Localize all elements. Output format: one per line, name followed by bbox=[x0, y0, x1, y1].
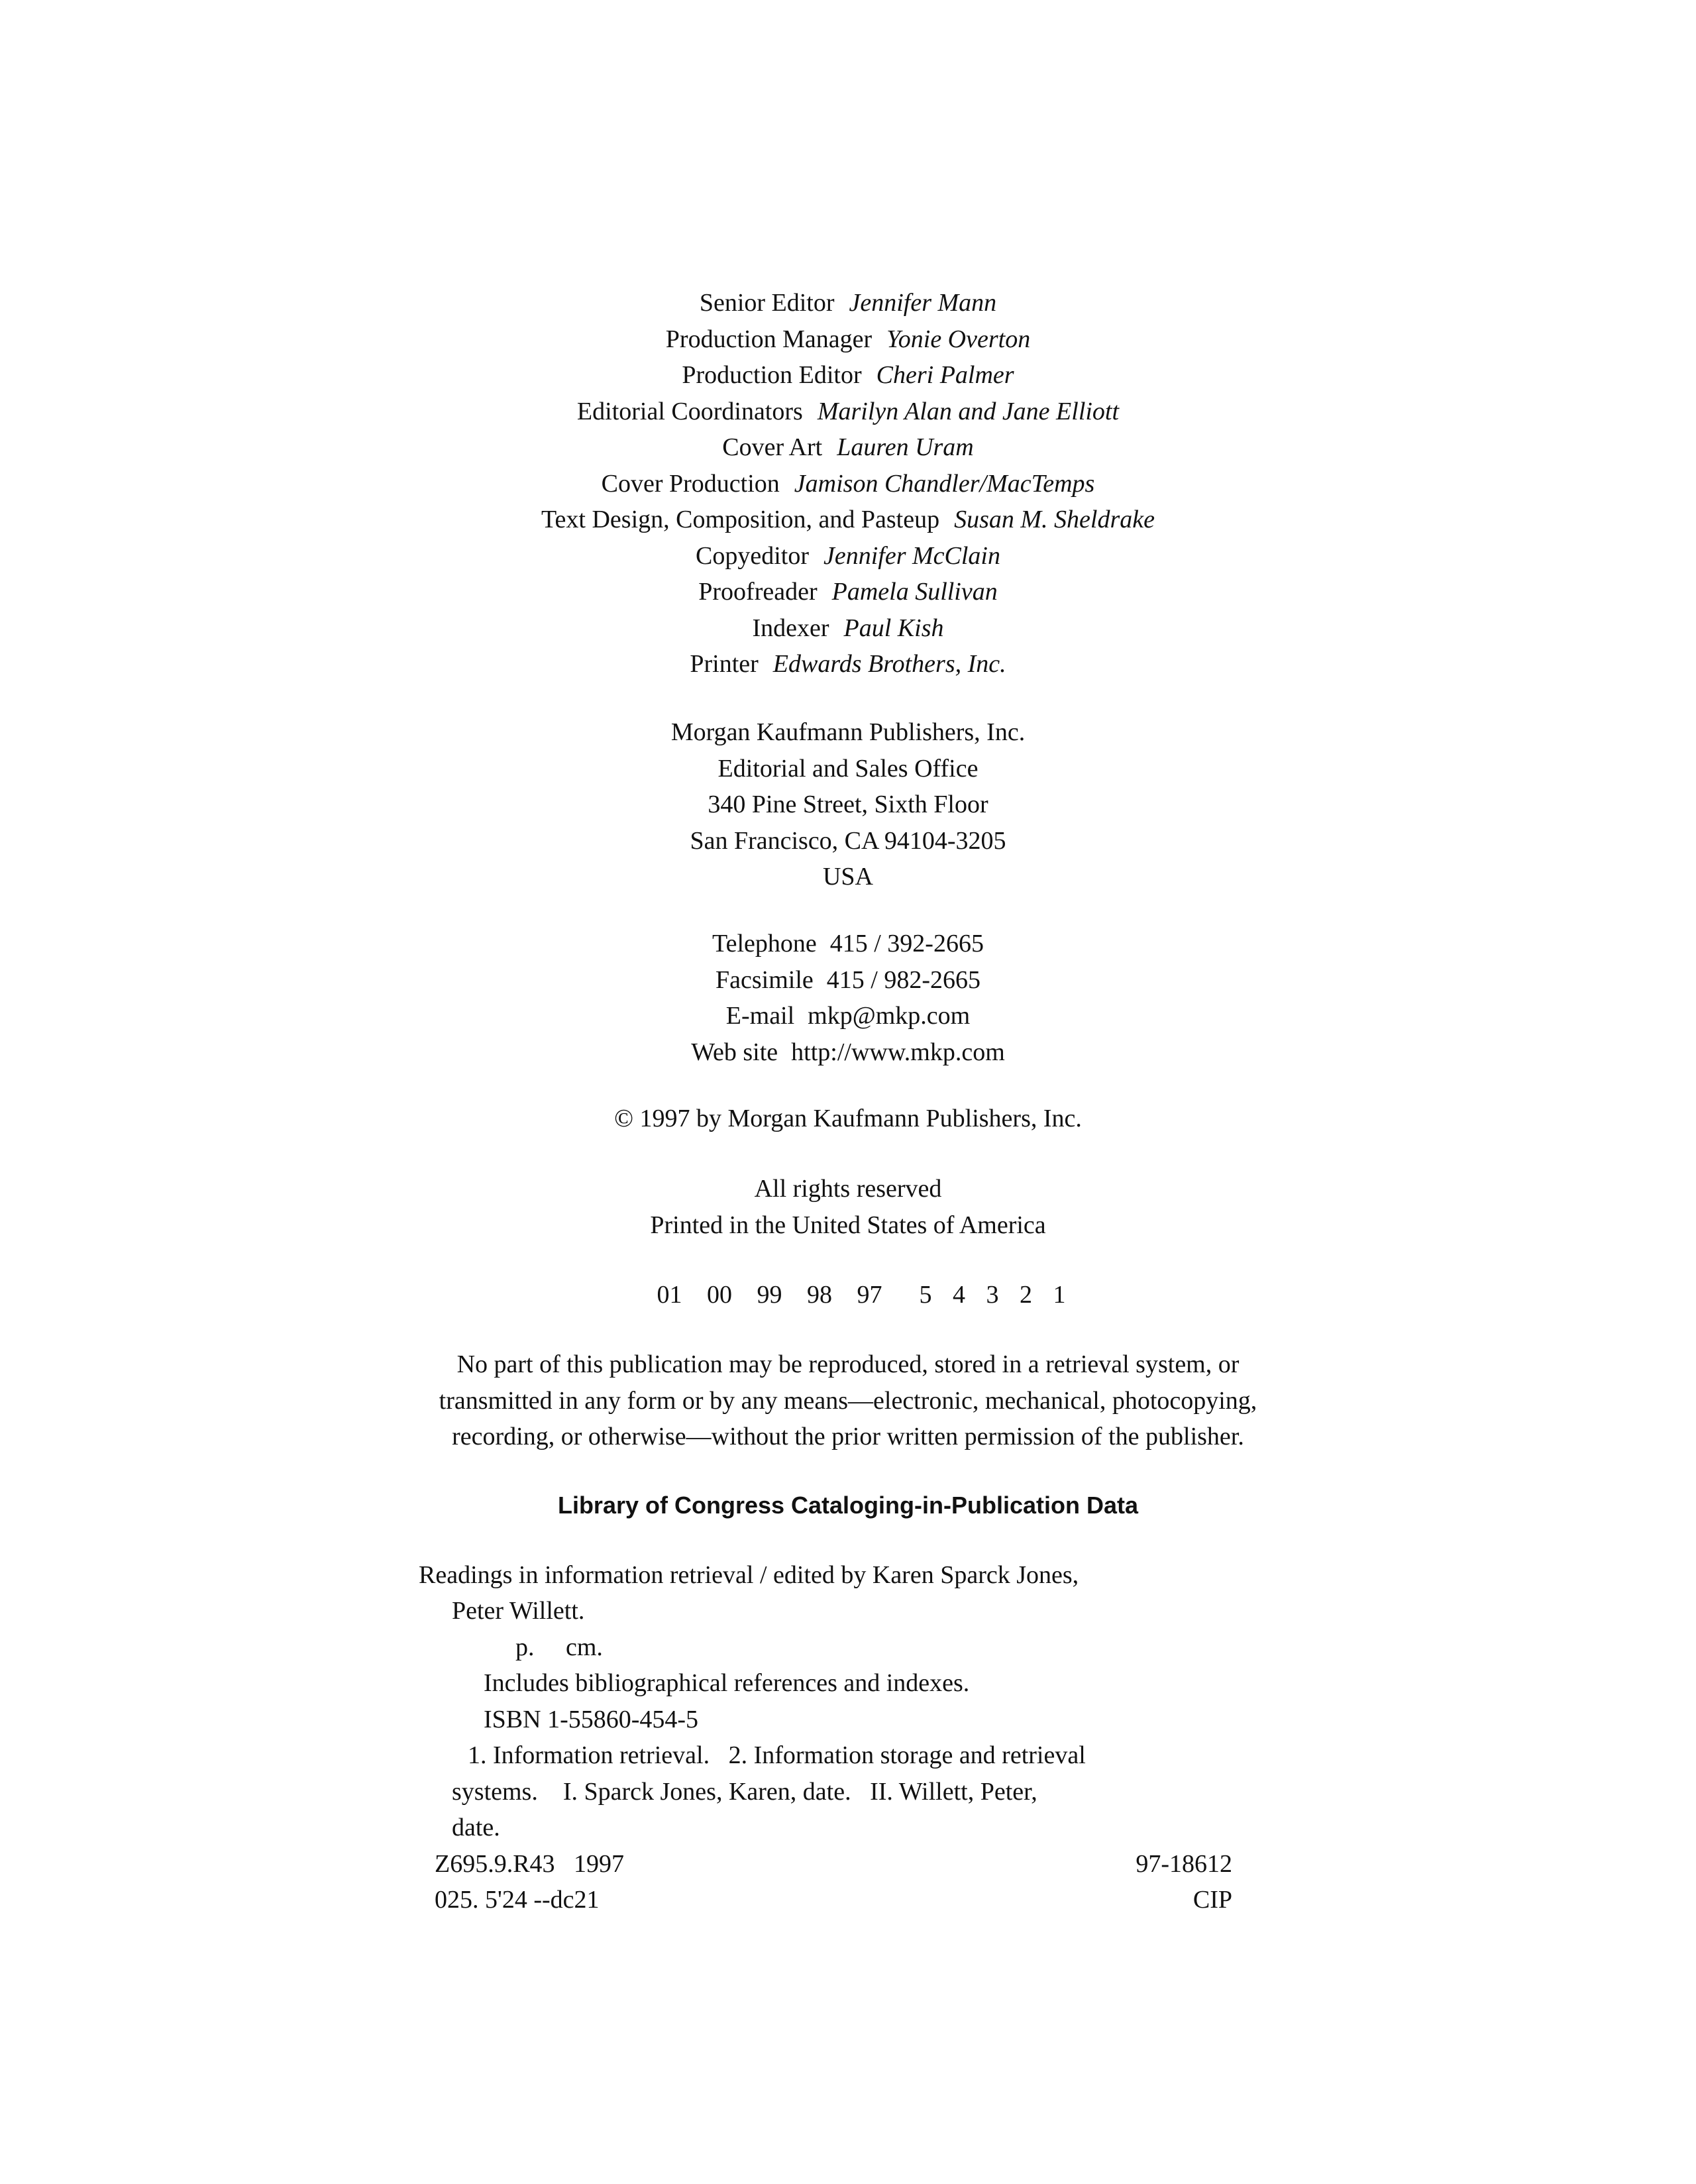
contact-label: E-mail bbox=[725, 1002, 795, 1030]
contact-value: http://www.mkp.com bbox=[791, 1038, 1005, 1066]
contact-label: Web site bbox=[691, 1038, 778, 1066]
cip-call-number: Z695.9.R43 1997 bbox=[435, 1850, 625, 1878]
contact-info bbox=[0, 926, 1696, 1070]
copyright-notice bbox=[0, 1101, 1696, 1137]
credit-name: Jennifer Mann bbox=[849, 289, 997, 317]
credit-role: Production Manager bbox=[665, 325, 873, 353]
credit-role: Editorial Coordinators bbox=[576, 397, 803, 425]
contact-value: 415 / 392-2665 bbox=[829, 930, 984, 957]
contact-website bbox=[0, 1034, 1696, 1071]
credit-role: Proofreader bbox=[698, 578, 818, 606]
credit-name: Edwards Brothers, Inc. bbox=[772, 650, 1006, 678]
contact-value: 415 / 982-2665 bbox=[826, 965, 980, 994]
credit-line bbox=[0, 466, 1696, 502]
copyright-line: © 1997 by Morgan Kaufmann Publishers, Inc. bbox=[614, 1105, 1082, 1132]
cip-title-line: Peter Willett. bbox=[452, 1597, 585, 1625]
printing-line bbox=[0, 1277, 1696, 1313]
credit-role: Cover Production bbox=[601, 469, 780, 498]
credit-line bbox=[0, 574, 1696, 610]
publisher-country: USA bbox=[822, 863, 874, 891]
credit-name: Marilyn Alan and Jane Elliott bbox=[817, 397, 1120, 425]
credit-role: Indexer bbox=[752, 614, 829, 642]
credit-role: Text Design, Composition, and Pasteup bbox=[541, 506, 940, 533]
cip-title-line: Readings in information retrieval / edited by Karen Sparck Jones, bbox=[419, 1561, 1079, 1589]
publisher-office: Editorial and Sales Office bbox=[717, 754, 979, 783]
credit-line bbox=[0, 357, 1696, 394]
credit-role: Senior Editor bbox=[699, 289, 835, 317]
credit-line bbox=[0, 285, 1696, 321]
printing-years: 01 00 99 98 97 bbox=[657, 1281, 882, 1309]
credit-line bbox=[0, 538, 1696, 574]
publisher-street: 340 Pine Street, Sixth Floor bbox=[708, 791, 988, 818]
cip-subjects-line: 1. Information retrieval. 2. Information storage and retrieval bbox=[468, 1741, 1086, 1769]
contact-facsimile bbox=[0, 962, 1696, 999]
reproduction-notice bbox=[0, 1346, 1696, 1455]
cip-isbn: ISBN 1-55860-454-5 bbox=[484, 1706, 699, 1733]
notice-line: No part of this publication may be reproduced, stored in a retrieval system, or bbox=[456, 1350, 1240, 1378]
printing-impressions: 5 4 3 2 1 bbox=[919, 1281, 1066, 1309]
publisher-address bbox=[0, 714, 1696, 895]
cip-pagination: p. cm. bbox=[515, 1633, 603, 1661]
notice-line: transmitted in any form or by any means—electronic, mechanical, photocopying, bbox=[439, 1386, 1257, 1415]
credit-name: Paul Kish bbox=[843, 614, 944, 642]
notice-line: recording, or otherwise—without the prior written permission of the publisher. bbox=[452, 1423, 1244, 1450]
credit-line bbox=[0, 610, 1696, 647]
credit-line bbox=[0, 394, 1696, 430]
credit-line bbox=[0, 646, 1696, 682]
cip-heading: Library of Congress Cataloging-in-Publication Data bbox=[557, 1492, 1139, 1519]
publisher-city: San Francisco, CA 94104-3205 bbox=[690, 826, 1006, 855]
contact-value: mkp@mkp.com bbox=[808, 1002, 971, 1030]
contact-label: Facsimile bbox=[716, 965, 814, 994]
cip-dewey: 025. 5'24 --dc21 bbox=[435, 1886, 600, 1914]
rights-reserved: All rights reserved bbox=[754, 1175, 942, 1203]
cip-label: CIP bbox=[1192, 1886, 1232, 1914]
contact-label: Telephone bbox=[712, 930, 817, 957]
credit-name: Jennifer McClain bbox=[823, 541, 1000, 570]
cip-subjects-line: systems. I. Sparck Jones, Karen, date. II. Willett, Peter, bbox=[452, 1778, 1037, 1806]
credit-name: Lauren Uram bbox=[837, 433, 974, 461]
contact-telephone bbox=[0, 926, 1696, 962]
credit-line bbox=[0, 321, 1696, 358]
printed-in: Printed in the United States of America bbox=[650, 1211, 1046, 1239]
credit-role: Cover Art bbox=[722, 433, 823, 461]
credit-name: Susan M. Sheldrake bbox=[954, 506, 1155, 533]
credit-role: Printer bbox=[690, 650, 759, 678]
credit-name: Jamison Chandler/MacTemps bbox=[794, 469, 1095, 498]
credit-role: Production Editor bbox=[682, 361, 862, 389]
credit-name: Cheri Palmer bbox=[876, 361, 1014, 389]
production-credits bbox=[0, 285, 1696, 682]
credit-name: Yonie Overton bbox=[886, 325, 1031, 353]
cip-control-number: 97-18612 bbox=[1136, 1850, 1232, 1878]
credit-line bbox=[0, 429, 1696, 466]
cip-subjects-line: date. bbox=[452, 1814, 500, 1841]
rights-statement bbox=[0, 1171, 1696, 1243]
credit-name: Pamela Sullivan bbox=[831, 578, 998, 606]
credit-role: Copyeditor bbox=[696, 541, 809, 570]
publisher-name: Morgan Kaufmann Publishers, Inc. bbox=[670, 718, 1026, 746]
credit-line bbox=[0, 502, 1696, 538]
cip-includes: Includes bibliographical references and indexes. bbox=[484, 1669, 970, 1697]
contact-email bbox=[0, 998, 1696, 1034]
